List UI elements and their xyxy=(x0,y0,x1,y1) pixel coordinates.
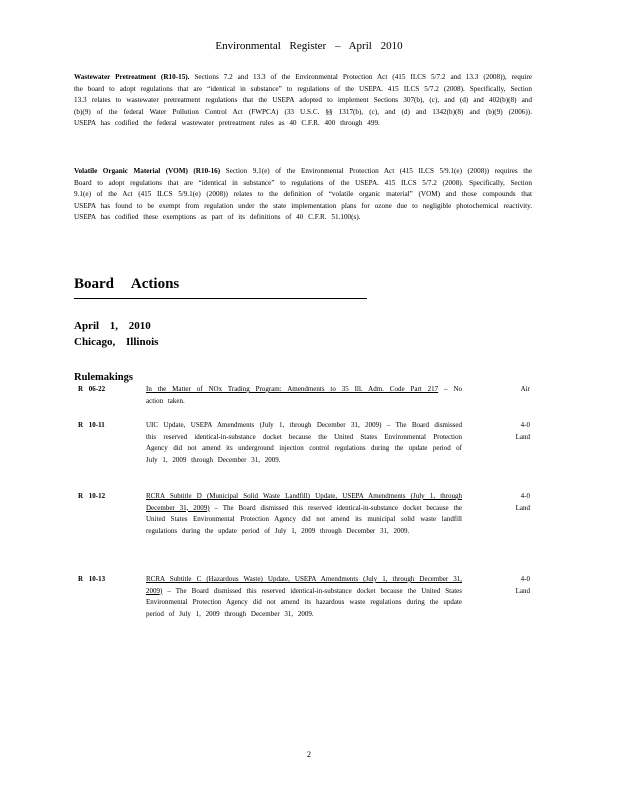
vote-category: Land xyxy=(515,586,530,595)
rulemaking-text: – The Board dismissed this reserved identical-in-substance docket because the United States Environmental Protection Agency did not amend its hazardous waste regulations during the update period of July 1, 2009 through December 31, 2009. xyxy=(146,586,462,618)
vote-category: Land xyxy=(515,432,530,441)
section-divider xyxy=(74,298,367,299)
rulemaking-vote xyxy=(490,491,530,514)
vote-category: Air xyxy=(520,385,530,393)
rulemaking-text: UIC Update, USEPA Amendments (July 1, through December 31, 2009) – The Board dismissed this reserved identical-in-substance docket because the United States Environmental Protection Agency did not amend its underground injection control regulations during the update period of July 1, 2009 through December 31, 2009. xyxy=(146,421,462,464)
vote-count: 4-0 xyxy=(520,575,530,583)
paragraph-lead: Wastewater Pretreatment (R10-15). xyxy=(74,73,190,81)
vote-count: 4-0 xyxy=(520,421,530,429)
rulemaking-text: – No action taken. xyxy=(146,385,463,405)
rulemaking-number: R 10-12 xyxy=(78,492,106,500)
rulemaking-number: R 10-13 xyxy=(78,575,106,583)
vote-count: 4-0 xyxy=(520,492,530,500)
rulemaking-number: R 06-22 xyxy=(78,385,106,393)
rulemaking-description xyxy=(146,384,462,407)
page-number: 2 xyxy=(307,750,311,759)
rulemaking-description xyxy=(146,420,462,466)
rulemaking-vote xyxy=(490,574,530,597)
paragraph-body: Section 9.1(e) of the Environmental Protection Act (415 ILCS 5/9.1(e) (2008)) requires the Board to adopt regulations that are “identical in substance” to regulations of the USEPA. 415 ILCS 5/7.2 (2008). Specifically, Section 9.1(e) of the Act (415 ILCS 5/9.1(e) (2008)) relates to the definition of “volatile organic material” (VOM) and those compounds that USEPA has found to be exempt from regulation under the state implementation plans for ozone due to negligible photochemical reactivity. USEPA has codified these exemptions as part of its definitions of 40 C.F.R. 51.100(s). xyxy=(74,167,533,222)
section-title: Board Actions xyxy=(74,276,180,292)
rulemaking-title: RCRA Subtitle D (Municipal Solid Waste Landfill) Update, USEPA Amendments (July 1, through December 31, 2009) xyxy=(146,492,462,512)
vote-category: Land xyxy=(515,503,530,512)
rulemaking-number: R 10-11 xyxy=(78,421,105,429)
wastewater-paragraph xyxy=(74,72,532,130)
paragraph-lead: Volatile Organic Material (VOM) (R10-16) xyxy=(74,167,221,175)
rulemaking-description xyxy=(146,491,462,537)
rulemaking-title: In the Matter of NOx Trading Program: Amendments to 35 Ill. Adm. Code Part 217 xyxy=(146,385,439,393)
meeting-date: April 1, 2010 xyxy=(74,320,151,332)
rulemaking-text: – The Board dismissed this reserved identical-in-substance docket because the United States Environmental Protection Agency did not amend its municipal solid waste landfill regulations during the update period of July 1, 2009 through December 31, 2009. xyxy=(146,503,462,535)
page-header: Environmental Register – April 2010 xyxy=(215,40,403,52)
rulemaking-description xyxy=(146,574,462,620)
rulemaking-title: RCRA Subtitle C (Hazardous Waste) Update, USEPA Amendments (July 1, through December 31, 2009) xyxy=(146,575,462,595)
meeting-location: Chicago, Illinois xyxy=(74,336,159,348)
vom-paragraph xyxy=(74,166,532,224)
rulemakings-heading: Rulemakings xyxy=(74,372,133,383)
rulemaking-vote xyxy=(490,384,530,396)
rulemaking-vote xyxy=(490,420,530,443)
paragraph-body: Sections 7.2 and 13.3 of the Environmental Protection Act (415 ILCS 5/7.2 and 13.3 (2008)), require the board to adopt regulations that are “identical in substance” to regulations of the USEPA. 415 ILCS 5/7.2 (2008). Specifically, Section 13.3 relates to wastewater pretreatment regulations that the USEPA adopted to implement Sections 307(b), (c), and (d) and 402(b)(8) and (b)(9) of the federal Water Pollution Control Act (FWPCA) (33 U.S.C. §§ 1317(b), (c), and (d) and 1342(b)(8) and (b)(9) (2006)). USEPA has codified the federal wastewater pretreatment rules as 40 C.F.R. 400 through 499. xyxy=(74,73,532,128)
